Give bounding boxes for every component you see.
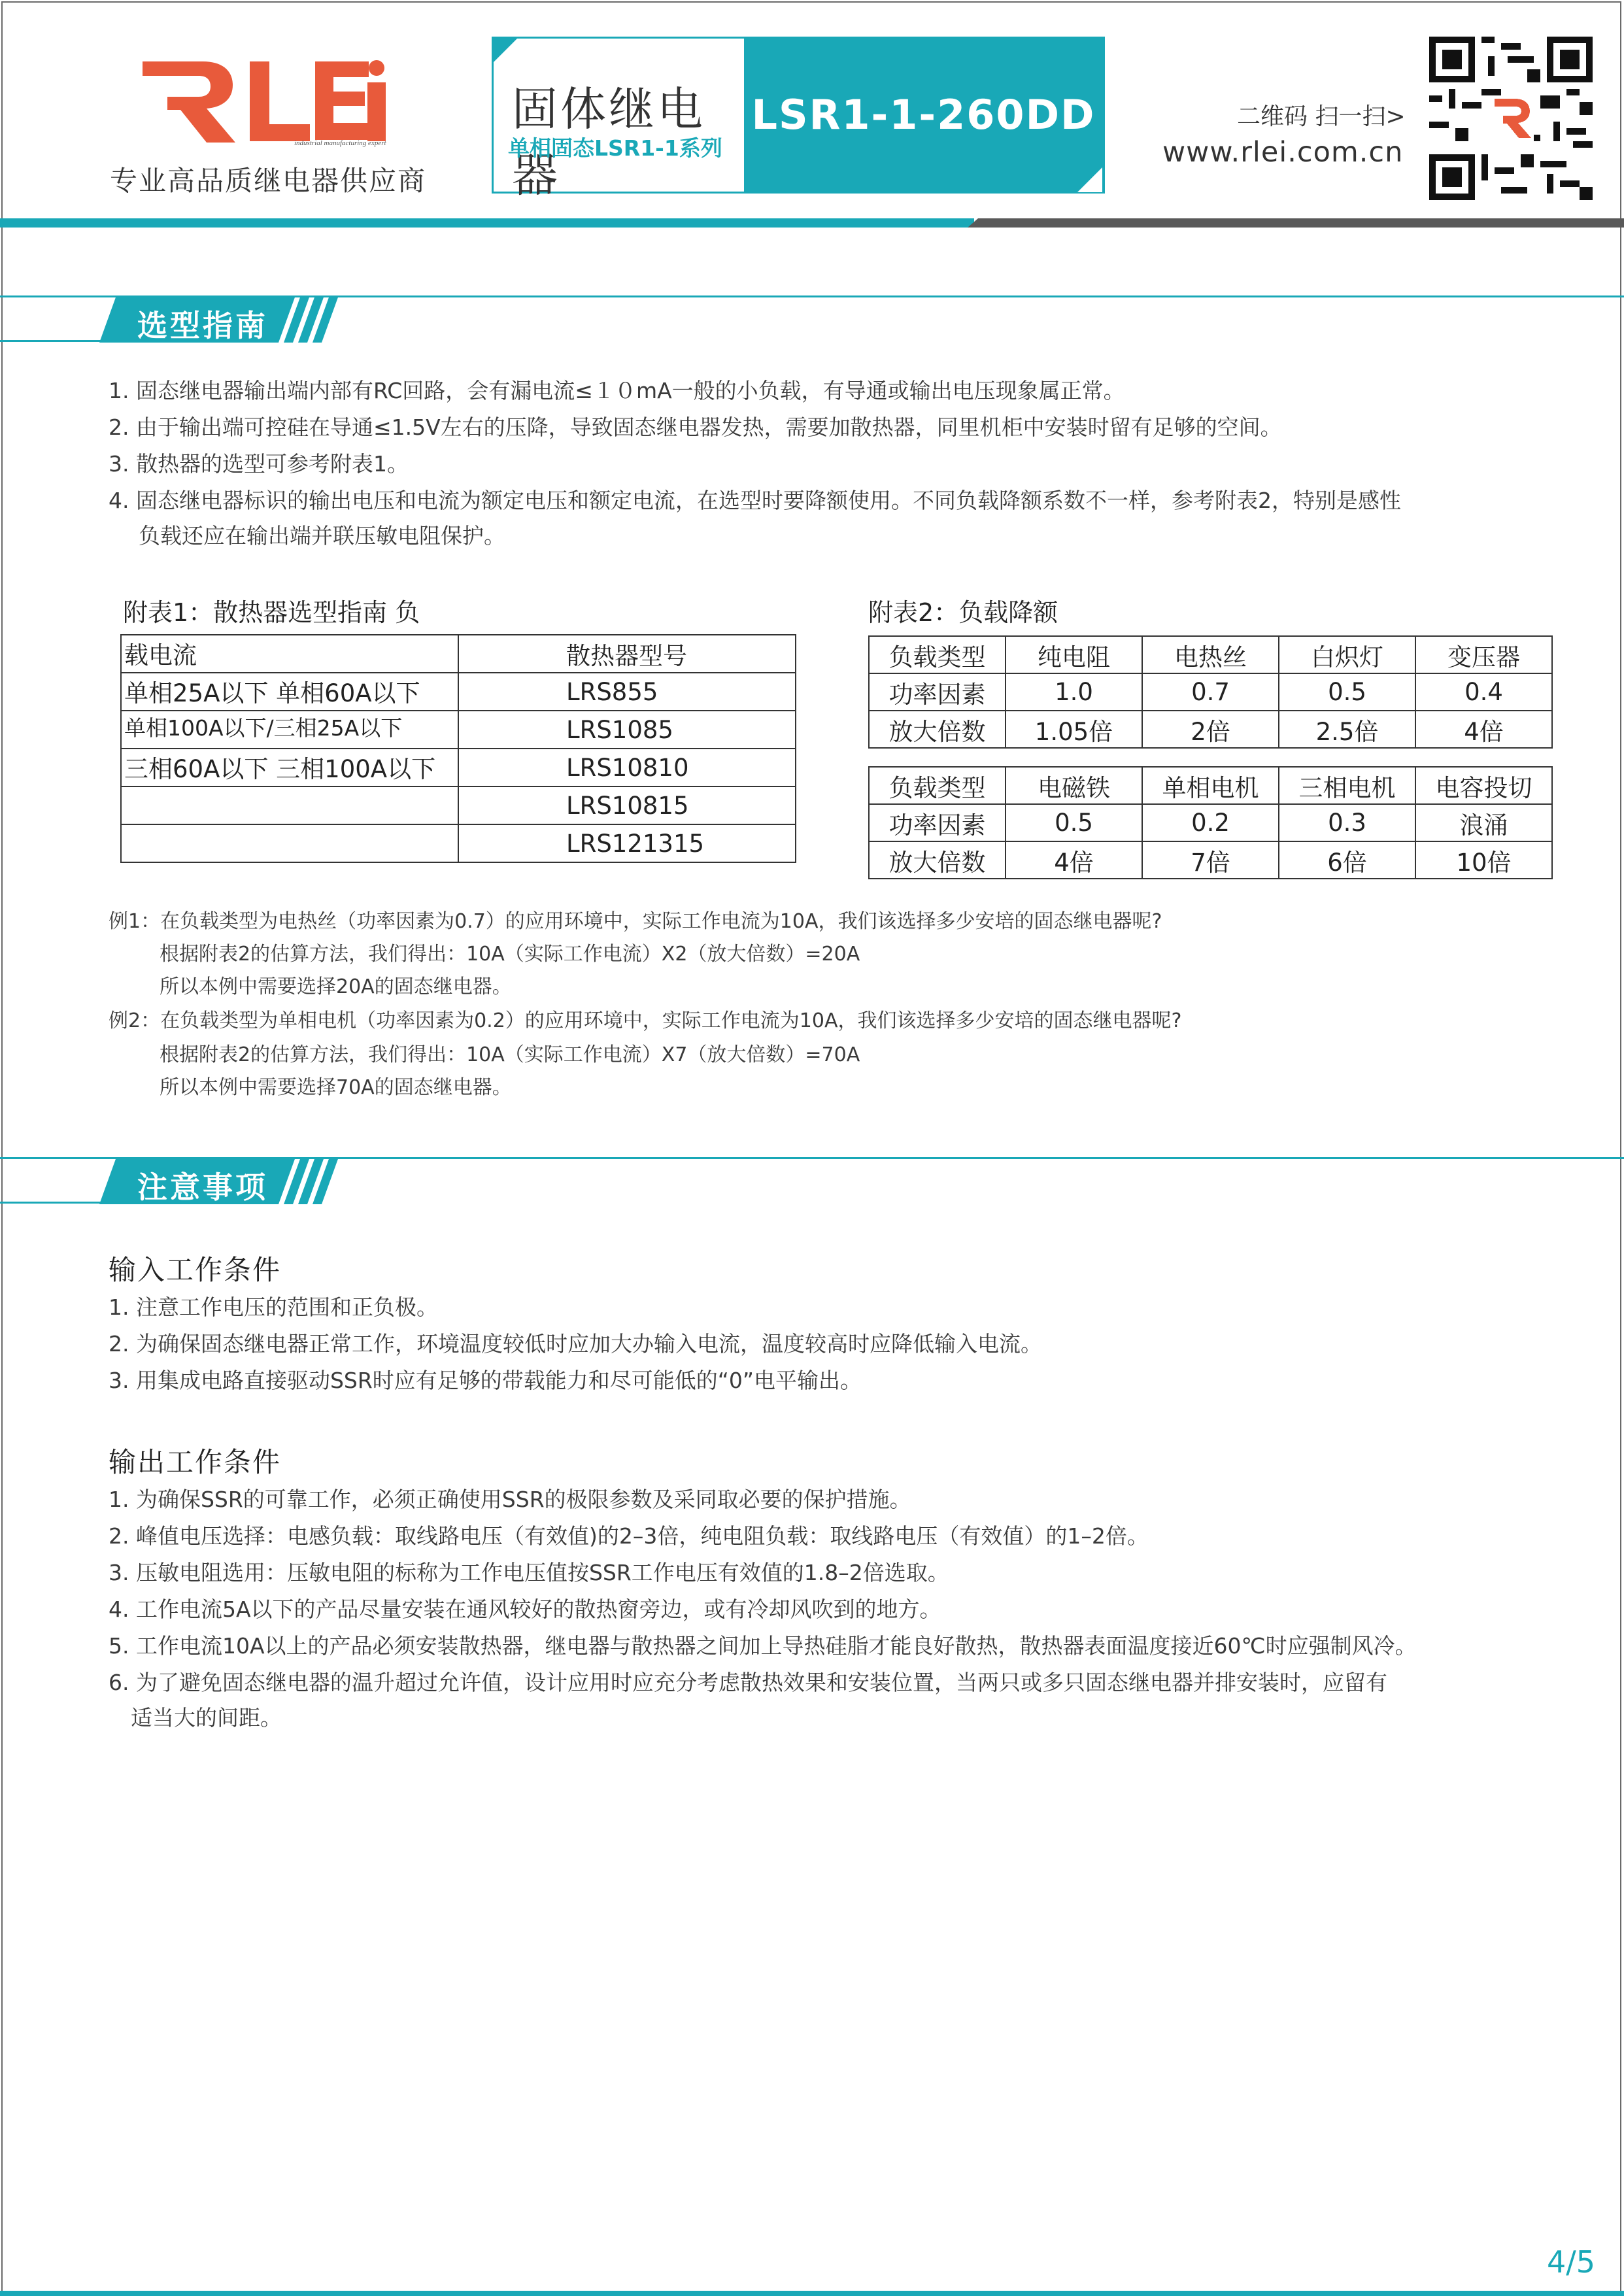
selection-item: 3. 散热器的选型可参考附表1。	[109, 451, 409, 477]
example-text: 根据附表2的估算方法，我们得出：10A（实际工作电流）X7（放大倍数）=70A	[160, 1043, 860, 1066]
table-cell: 10倍	[1415, 841, 1552, 879]
table-cell: 负载类型	[869, 636, 1006, 673]
table-row	[121, 673, 796, 711]
table-cell: 放大倍数	[869, 841, 1006, 879]
table-row	[121, 786, 796, 824]
table-cell: 0.7	[1142, 673, 1279, 711]
example-text: 根据附表2的估算方法，我们得出：10A（实际工作电流）X2（放大倍数）=20A	[160, 943, 860, 966]
table-cell: 7倍	[1142, 841, 1279, 879]
table-cell: 单相电机	[1142, 767, 1279, 804]
table2-caption: 附表2：负载降额	[868, 598, 1058, 627]
product-title-box	[492, 37, 1105, 202]
table-cell: LRS121315	[458, 824, 796, 862]
selection-item: 4. 固态继电器标识的输出电压和电流为额定电压和额定电流，在选型时要降额使用。不同负载降额系数不一样，参考附表2，特别是感性	[109, 488, 1401, 513]
input-item: 3. 用集成电路直接驱动SSR时应有足够的带载能力和尽可能低的“0”电平输出。	[109, 1368, 862, 1393]
website-url: www.rlei.com.cn	[1162, 136, 1404, 169]
table-cell: 2.5倍	[1279, 711, 1415, 748]
table-cell: 三相电机	[1279, 767, 1415, 804]
section-header-notes	[99, 1157, 341, 1204]
table-cell: 1.0	[1006, 673, 1142, 711]
table-cell: 功率因素	[869, 804, 1006, 841]
derating-table-b	[868, 766, 1553, 879]
example-text: 例2：在负载类型为单相电机（功率因素为0.2）的应用环境中，实际工作电流为10A，我们该选择多少安培的固态继电器呢?	[109, 1009, 1182, 1032]
table1-caption: 附表1：散热器选型指南 负	[123, 598, 420, 627]
header-divider	[968, 218, 1624, 228]
product-category: 固体继电器	[512, 82, 705, 202]
company-tagline: 专业高品质继电器供应商	[110, 165, 427, 197]
heatsink-table	[120, 634, 796, 863]
example-text: 所以本例中需要选择70A的固态继电器。	[160, 1076, 512, 1099]
table-cell: 0.3	[1279, 804, 1415, 841]
corner-accent	[1077, 167, 1102, 192]
section-line	[0, 1202, 105, 1204]
table-cell: 白炽灯	[1279, 636, 1415, 673]
table-cell: 浪涌	[1415, 804, 1552, 841]
table-row	[869, 841, 1552, 879]
selection-item: 负载还应在输出端并联压敏电阻保护。	[139, 523, 505, 549]
section-title: 选型指南	[137, 308, 268, 343]
table-cell: 1.05倍	[1006, 711, 1142, 748]
table-cell: 0.4	[1415, 673, 1552, 711]
section-header-selection	[99, 295, 341, 343]
header-divider	[0, 218, 974, 228]
product-model: LSR1-1-260DD	[751, 91, 1096, 139]
table-cell: LRS10810	[458, 749, 796, 786]
table-row	[869, 804, 1552, 841]
table-cell: 负载类型	[869, 767, 1006, 804]
table-cell: 功率因素	[869, 673, 1006, 711]
selection-item: 2. 由于输出端可控硅在导通≤1.5V左右的压降，导致固态继电器发热，需要加散热器，同里机柜中安装时留有足够的空间。	[109, 414, 1282, 440]
output-item: 2. 峰值电压选择：电感负载：取线路电压（有效值)的2–3倍，纯电阻负载：取线路电压（有效值）的1–2倍。	[109, 1523, 1149, 1549]
input-item: 2. 为确保固态继电器正常工作，环境温度较低时应加大办输入电流，温度较高时应降低输入电流。	[109, 1331, 1042, 1357]
table-cell: 6倍	[1279, 841, 1415, 879]
output-item: 6. 为了避免固态继电器的温升超过允许值，设计应用时应充分考虑散热效果和安装位置，当两只或多只固态继电器并排安装时，应留有	[109, 1670, 1387, 1695]
table-cell: 变压器	[1415, 636, 1552, 673]
product-series: 单相固态LSR1-1系列	[508, 135, 722, 161]
qr-caption: 二维码 扫一扫>	[1237, 103, 1406, 130]
output-item: 适当大的间距。	[131, 1705, 282, 1730]
table-row	[121, 635, 796, 673]
selection-item: 1. 固态继电器输出端内部有RC回路，会有漏电流≤１０mA一般的小负载，有导通或输出电压现象属正常。	[109, 378, 1125, 403]
table-cell: 0.5	[1006, 804, 1142, 841]
table-row	[869, 711, 1552, 748]
table-row	[121, 749, 796, 786]
table-cell: 4倍	[1415, 711, 1552, 748]
output-item: 4. 工作电流5A以下的产品尽量安装在通风较好的散热窗旁边，或有冷却风吹到的地方。	[109, 1596, 941, 1622]
table-row	[869, 767, 1552, 804]
table-row	[869, 636, 1552, 673]
output-item: 1. 为确保SSR的可靠工作，必须正确使用SSR的极限参数及采同取必要的保护措施。	[109, 1487, 911, 1512]
table-cell: 单相25A以下 单相60A以下	[121, 673, 458, 711]
example-text: 例1：在负载类型为电热丝（功率因素为0.7）的应用环境中，实际工作电流为10A，我们该选择多少安培的固态继电器呢?	[109, 910, 1162, 933]
table-cell: 0.2	[1142, 804, 1279, 841]
qr-code-icon	[1429, 37, 1593, 200]
footer-bar	[0, 2291, 1624, 2296]
table-cell: 纯电阻	[1006, 636, 1142, 673]
section-line	[0, 340, 105, 342]
table-cell: LRS10815	[458, 786, 796, 824]
table-cell: 载电流	[121, 635, 458, 673]
table-row	[869, 673, 1552, 711]
table-cell: 2倍	[1142, 711, 1279, 748]
table-row	[121, 711, 796, 749]
table-cell: 电磁铁	[1006, 767, 1142, 804]
table-cell	[121, 824, 458, 862]
table-cell: 0.5	[1279, 673, 1415, 711]
table-cell: 单相100A以下/三相25A以下	[121, 711, 458, 749]
table-cell: 电容投切	[1415, 767, 1552, 804]
table-row	[121, 824, 796, 862]
table-cell: 三相60A以下 三相100A以下	[121, 749, 458, 786]
page-number: 4/5	[1546, 2244, 1595, 2280]
example-text: 所以本例中需要选择20A的固态继电器。	[160, 975, 512, 998]
table-cell: 4倍	[1006, 841, 1142, 879]
input-conditions-title: 输入工作条件	[109, 1254, 282, 1286]
table-cell: 放大倍数	[869, 711, 1006, 748]
table-cell: 散热器型号	[458, 635, 796, 673]
logo-slogan: industrial manufacturing expert	[294, 139, 386, 147]
output-item: 5. 工作电流10A以上的产品必须安装散热器，继电器与散热器之间加上导热硅脂才能良好散热，散热器表面温度接近60℃时应强制风冷。	[109, 1633, 1417, 1659]
output-conditions-title: 输出工作条件	[109, 1446, 282, 1478]
table-cell: LRS855	[458, 673, 796, 711]
table-cell	[121, 786, 458, 824]
table-cell: LRS1085	[458, 711, 796, 749]
input-item: 1. 注意工作电压的范围和正负极。	[109, 1294, 438, 1320]
derating-table-a	[868, 635, 1553, 749]
table-cell: 电热丝	[1142, 636, 1279, 673]
section-title: 注意事项	[137, 1170, 268, 1205]
corner-accent	[492, 37, 518, 63]
output-item: 3. 压敏电阻选用：压敏电阻的标称为工作电压值按SSR工作电压有效值的1.8–2倍选取。	[109, 1560, 949, 1585]
rlei-logo	[137, 58, 392, 149]
